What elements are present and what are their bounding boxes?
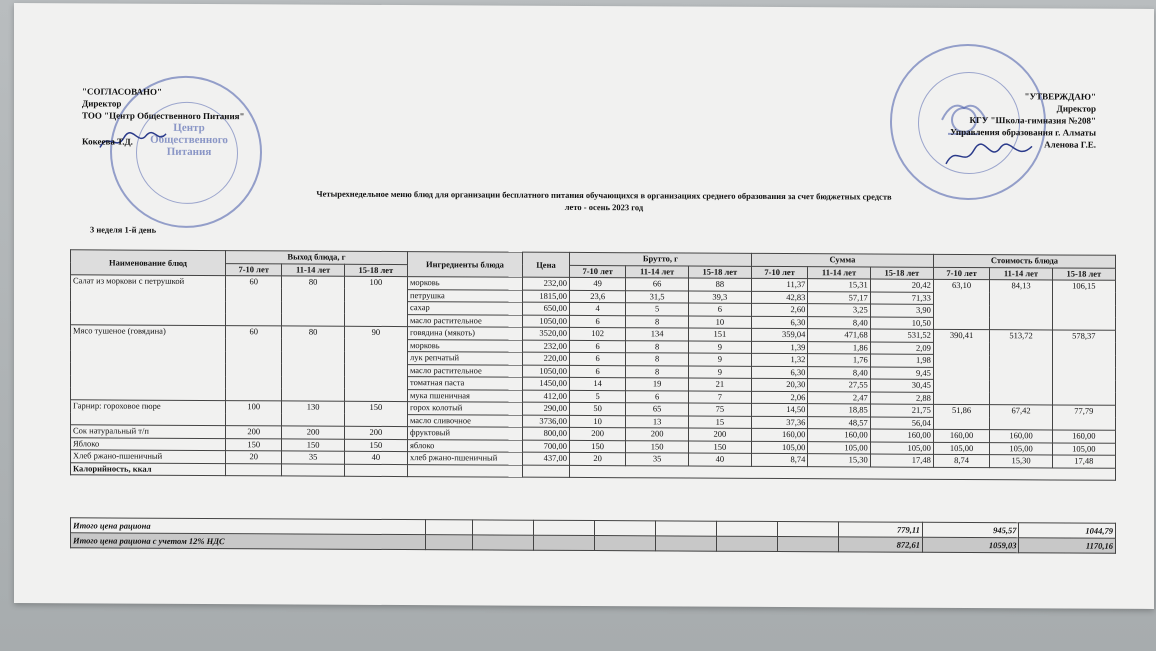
ingredient-gross: 35	[626, 453, 688, 466]
ingredient-sum: 1,98	[870, 354, 933, 367]
total-11-14: 945,57	[922, 522, 1019, 538]
ingredient-gross: 150	[569, 440, 625, 453]
ingredient-gross: 5	[626, 303, 688, 316]
ingredient-gross: 200	[688, 428, 751, 441]
dish-cost: 8,74	[933, 454, 989, 467]
ingredient-gross: 6	[626, 390, 688, 403]
ingredient-sum: 57,17	[808, 291, 870, 304]
ingredient-sum: 21,75	[870, 404, 933, 417]
ingredient-price: 232,00	[522, 277, 569, 290]
ingredient-sum: 56,04	[870, 416, 933, 429]
ingredient-name: морковь	[407, 277, 522, 290]
ingredient-sum: 14,50	[751, 403, 807, 416]
document-title	[174, 187, 1034, 216]
calories-label: Калорийность, ккал	[71, 462, 226, 475]
dish-output: 40	[344, 451, 407, 464]
totals-table	[70, 517, 1116, 553]
header-age: 15-18 лет	[870, 266, 933, 279]
total-15-18: 1044,79	[1019, 523, 1116, 539]
ingredient-sum: 2,09	[870, 341, 933, 354]
ingredient-sum: 6,30	[751, 366, 807, 379]
ingredient-price: 232,00	[522, 340, 569, 353]
ingredient-name: петрушка	[407, 289, 522, 302]
ingredient-gross: 65	[626, 403, 688, 416]
ingredient-gross: 31,5	[626, 290, 688, 303]
dish-cost: 105,00	[1052, 442, 1115, 455]
dish-cost: 513,72	[990, 330, 1052, 405]
ingredient-gross: 5	[569, 390, 625, 403]
ingredient-price: 290,00	[522, 402, 569, 415]
ingredient-sum: 2,47	[808, 391, 870, 404]
header-age: 7-10 лет	[933, 267, 989, 280]
ingredient-sum: 71,33	[870, 291, 933, 304]
empty-cell	[407, 464, 522, 477]
ingredient-sum: 11,37	[751, 278, 807, 291]
dish-name: Хлеб ржано-пшеничный	[71, 450, 226, 463]
dish-output: 100	[226, 401, 282, 426]
ingredient-gross: 200	[626, 428, 688, 441]
ingredient-gross: 39,3	[688, 291, 751, 304]
dish-output: 80	[282, 326, 344, 401]
header-output: Выход блюда, г	[226, 251, 408, 264]
ingredient-sum: 3,25	[808, 304, 870, 317]
ingredient-sum: 3,90	[870, 304, 933, 317]
ingredient-sum: 105,00	[870, 441, 933, 454]
ingredient-gross: 49	[569, 277, 625, 290]
ingredient-gross: 19	[626, 378, 688, 391]
agreed-name: Кокеева Т.Д.	[82, 136, 133, 147]
ingredient-gross: 6	[688, 303, 751, 316]
dish-cost: 67,42	[990, 405, 1052, 430]
ingredient-gross: 8	[626, 340, 688, 353]
ingredient-sum: 471,68	[808, 329, 870, 342]
ingredient-sum: 2,06	[751, 391, 807, 404]
ingredient-sum: 2,60	[751, 303, 807, 316]
header-cost: Стоимость блюда	[933, 254, 1115, 267]
ingredient-sum: 42,83	[751, 291, 807, 304]
empty-cell	[344, 464, 407, 477]
dish-output: 200	[282, 426, 344, 439]
ingredient-gross: 10	[688, 316, 751, 329]
ingredient-sum: 531,52	[870, 329, 933, 342]
header-age: 11-14 лет	[282, 263, 344, 276]
ingredient-gross: 8	[626, 353, 688, 366]
dish-output: 130	[282, 401, 344, 426]
header-dish: Наименование блюд	[71, 250, 226, 276]
title-line-1: Четырехнедельное меню блюд для организации бесплатного питания обучающихся в организациях среднего образования за счет бюджетных средств	[316, 188, 892, 202]
ingredient-sum: 105,00	[751, 441, 807, 454]
ingredient-name: масло растительное	[407, 314, 522, 327]
ingredient-sum: 1,39	[751, 341, 807, 354]
document-sheet	[14, 3, 1154, 609]
ingredient-sum: 37,36	[751, 416, 807, 429]
approve-dept: Управления образования г. Алматы	[950, 126, 1096, 138]
ingredient-sum: 1,86	[808, 341, 870, 354]
dish-output: 150	[344, 439, 407, 452]
ingredient-sum: 9,45	[870, 366, 933, 379]
ingredient-sum: 30,45	[870, 379, 933, 392]
dish-name: Сок натуральный т/п	[71, 425, 226, 438]
ingredient-gross: 8	[626, 315, 688, 328]
header-age: 7-10 лет	[569, 265, 625, 278]
ingredient-gross: 8	[626, 365, 688, 378]
header-age: 11-14 лет	[990, 267, 1052, 280]
dish-name: Салат из моркови с петрушкой	[71, 275, 226, 326]
agreed-label: "СОГЛАСОВАНО"	[82, 86, 163, 97]
dish-cost: 578,37	[1052, 330, 1115, 405]
dish-output: 80	[282, 276, 344, 326]
total-vat-7-10: 872,61	[839, 537, 923, 552]
ingredient-gross: 50	[569, 402, 625, 415]
dish-cost: 105,00	[933, 442, 989, 455]
ingredient-name: масло растительное	[407, 364, 522, 377]
ingredient-gross: 4	[569, 302, 625, 315]
ingredient-gross: 88	[688, 278, 751, 291]
header-age: 11-14 лет	[626, 265, 688, 278]
ingredient-gross: 6	[569, 315, 625, 328]
ingredient-sum: 18,85	[808, 404, 870, 417]
ingredient-name: яблоко	[407, 439, 522, 452]
left-seal-text: Центр Общественного Питания	[150, 121, 228, 159]
dish-cost: 105,00	[990, 442, 1052, 455]
dish-name: Яблоко	[71, 437, 226, 450]
dish-output: 20	[226, 451, 282, 464]
header-price: Цена	[522, 252, 569, 277]
empty-cell	[569, 465, 1115, 480]
ingredient-name: сахар	[407, 302, 522, 315]
approve-block	[902, 90, 1096, 151]
ingredient-sum: 8,40	[808, 366, 870, 379]
header-ingredients: Ингредиенты блюда	[407, 252, 522, 278]
ingredient-gross: 21	[688, 378, 751, 391]
ingredient-gross: 200	[569, 427, 625, 440]
dish-cost: 84,13	[990, 280, 1052, 330]
dish-cost: 17,48	[1052, 455, 1115, 468]
ingredient-price: 412,00	[522, 390, 569, 403]
empty-cell	[226, 463, 282, 476]
ingredient-name: горох колотый	[407, 402, 522, 415]
ingredient-name: масло сливочное	[407, 414, 522, 427]
ingredient-price: 3736,00	[522, 415, 569, 428]
ingredient-sum: 15,31	[808, 279, 870, 292]
ingredient-name: говядина (мякоть)	[407, 327, 522, 340]
approve-name: Аленова Г.Е.	[1044, 139, 1096, 150]
header-age: 7-10 лет	[226, 263, 282, 276]
dish-cost: 160,00	[990, 430, 1052, 443]
ingredient-gross: 151	[688, 328, 751, 341]
ingredient-sum: 1,32	[751, 353, 807, 366]
ingredient-price: 650,00	[522, 302, 569, 315]
dish-output: 200	[226, 426, 282, 439]
approve-org: КГУ "Школа-гимназия №208"	[969, 115, 1096, 126]
ingredient-gross: 66	[626, 278, 688, 291]
ingredient-gross: 102	[569, 327, 625, 340]
ingredient-sum: 160,00	[808, 429, 870, 442]
ingredient-price: 437,00	[522, 452, 569, 465]
ingredient-gross: 150	[626, 440, 688, 453]
ingredient-sum: 27,55	[808, 379, 870, 392]
ingredient-gross: 75	[688, 403, 751, 416]
dish-cost: 106,15	[1052, 280, 1115, 330]
ingredient-sum: 6,30	[751, 316, 807, 329]
ingredient-name: морковь	[407, 339, 522, 352]
ingredient-price: 1450,00	[522, 377, 569, 390]
dish-cost: 160,00	[1052, 430, 1115, 443]
dish-output: 60	[226, 276, 282, 326]
ingredient-name: лук репчатый	[407, 352, 522, 365]
dish-output: 90	[344, 326, 407, 401]
dish-output: 35	[282, 451, 344, 464]
dish-cost: 77,79	[1052, 405, 1115, 430]
header-age: 15-18 лет	[1052, 267, 1115, 280]
ingredient-gross: 40	[688, 453, 751, 466]
ingredient-price: 1815,00	[522, 290, 569, 303]
ingredient-sum: 359,04	[751, 328, 807, 341]
header-sum: Сумма	[751, 253, 933, 266]
dish-cost: 160,00	[933, 429, 989, 442]
title-line-2: лето - осень 2023 год	[564, 201, 644, 213]
header-age: 11-14 лет	[808, 266, 870, 279]
agreed-block	[82, 85, 245, 148]
empty-cell	[522, 465, 569, 478]
ingredient-gross: 20	[569, 452, 625, 465]
agreed-org: ТОО "Центр Общественного Питания"	[82, 110, 245, 122]
header-age: 7-10 лет	[751, 266, 807, 279]
ingredient-name: хлеб ржано-пшеничный	[407, 452, 522, 465]
dish-output: 100	[344, 276, 407, 326]
dish-output: 150	[282, 438, 344, 451]
ingredient-sum: 2,88	[870, 391, 933, 404]
dish-output: 200	[344, 426, 407, 439]
ingredient-gross: 23,6	[569, 290, 625, 303]
ingredient-name: фруктовый	[407, 427, 522, 440]
total-vat-15-18: 1170,16	[1019, 538, 1116, 554]
ingredient-gross: 15	[688, 416, 751, 429]
dish-cost: 390,41	[933, 329, 989, 404]
header-age: 15-18 лет	[688, 266, 751, 279]
ingredient-sum: 105,00	[808, 441, 870, 454]
ingredient-sum: 48,57	[808, 416, 870, 429]
ingredient-sum: 160,00	[751, 428, 807, 441]
ingredient-price: 800,00	[522, 427, 569, 440]
ingredient-gross: 6	[569, 365, 625, 378]
ingredient-name: мука пшеничная	[407, 389, 522, 402]
total-7-10: 779,11	[839, 522, 923, 537]
agreed-position: Директор	[82, 98, 122, 109]
dish-name: Мясо тушеное (говядина)	[71, 325, 226, 401]
ingredient-sum: 17,48	[870, 454, 933, 467]
ingredient-gross: 150	[688, 441, 751, 454]
ingredient-gross: 9	[688, 341, 751, 354]
ingredient-sum: 15,30	[808, 454, 870, 467]
ingredient-gross: 13	[626, 415, 688, 428]
total-vat-11-14: 1059,03	[922, 537, 1019, 553]
header-age: 15-18 лет	[344, 264, 407, 277]
ingredient-gross: 14	[569, 377, 625, 390]
ingredient-sum: 20,30	[751, 378, 807, 391]
ingredient-sum: 1,76	[808, 354, 870, 367]
ingredient-price: 1050,00	[522, 365, 569, 378]
ingredient-sum: 8,40	[808, 316, 870, 329]
empty-cell	[282, 463, 344, 476]
total-label: Итого цена рациона	[71, 518, 426, 535]
ingredient-price: 1050,00	[522, 315, 569, 328]
dish-output: 150	[226, 438, 282, 451]
ingredient-gross: 7	[688, 391, 751, 404]
ingredient-sum: 10,50	[870, 316, 933, 329]
ingredient-sum: 20,42	[870, 279, 933, 292]
menu-table	[70, 249, 1116, 480]
dish-cost: 63,10	[933, 279, 989, 329]
ingredient-gross: 6	[569, 340, 625, 353]
dish-cost: 15,30	[990, 455, 1052, 468]
approve-label: "УТВЕРЖДАЮ"	[1024, 91, 1096, 102]
ingredient-name: томатная паста	[407, 377, 522, 390]
approve-position: Директор	[1056, 103, 1096, 114]
dish-output: 150	[344, 401, 407, 426]
header-gross: Брутто, г	[569, 252, 751, 265]
dish-name: Гарнир: гороховое пюре	[71, 400, 226, 426]
ingredient-gross: 134	[626, 328, 688, 341]
total-vat-label: Итого цена рациона с учетом 12% НДС	[71, 533, 426, 550]
ingredient-sum: 8,74	[751, 453, 807, 466]
ingredient-price: 3520,00	[522, 327, 569, 340]
ingredient-gross: 10	[569, 415, 625, 428]
ingredient-price: 220,00	[522, 352, 569, 365]
ingredient-sum: 160,00	[870, 429, 933, 442]
ingredient-gross: 9	[688, 353, 751, 366]
dish-output: 60	[226, 326, 282, 401]
week-label: 3 неделя 1-й день	[90, 224, 157, 235]
ingredient-gross: 6	[569, 352, 625, 365]
ingredient-price: 700,00	[522, 440, 569, 453]
dish-cost: 51,86	[933, 404, 989, 429]
ingredient-gross: 9	[688, 366, 751, 379]
